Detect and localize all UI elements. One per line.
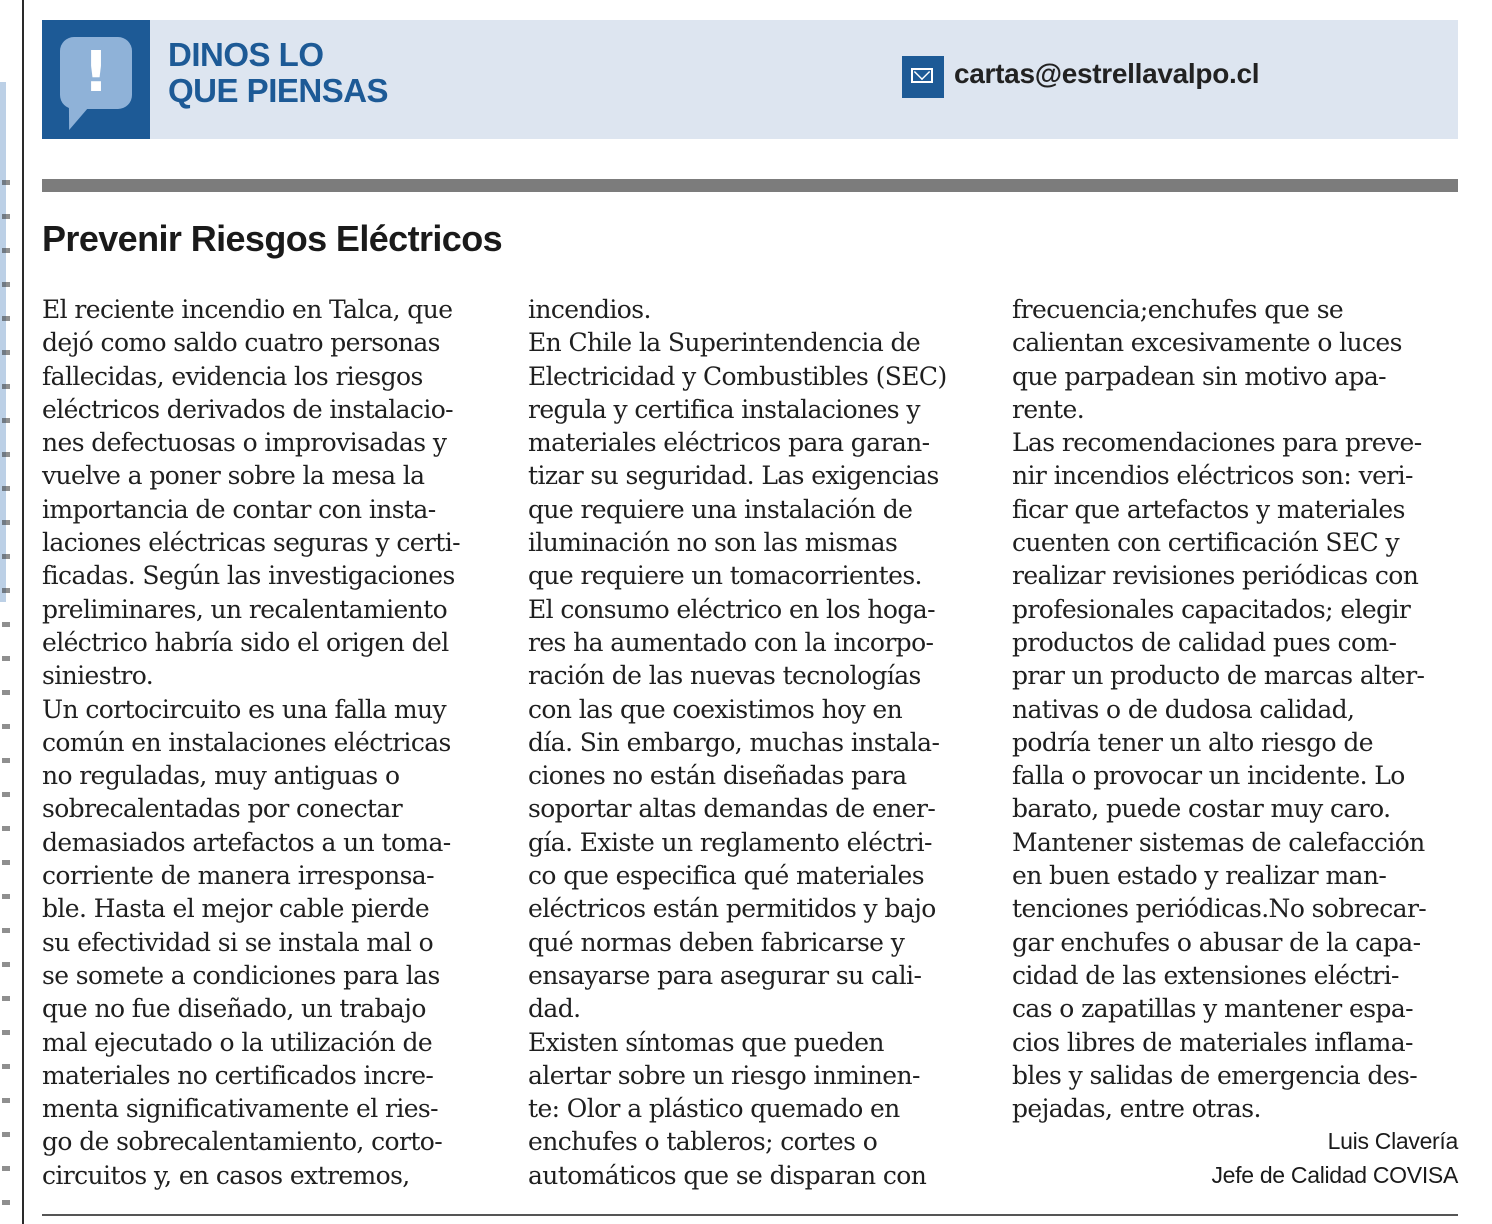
article-text-line: sobrecalentadas por conectar xyxy=(42,794,403,824)
section-title-line-1: DINOS LO xyxy=(168,36,324,73)
article-text-line: cuenten con certificación SEC y xyxy=(1012,528,1400,558)
article-text-line: alertar sobre un riesgo inminen- xyxy=(528,1060,920,1090)
article-text-line: cas o zapatillas y mantener espa- xyxy=(1012,994,1413,1024)
article-text-line: profesionales capacitados; elegir xyxy=(1012,594,1411,624)
exclamation-mark: ! xyxy=(83,40,109,105)
article-text-line: incendios. xyxy=(528,295,651,324)
article-text-line: prar un producto de marcas alter- xyxy=(1012,661,1425,691)
article-text-line: enchufes o tableros; cortes o xyxy=(528,1127,878,1157)
article-text-line: fallecidas, evidencia los riesgos xyxy=(42,361,423,391)
page-edge xyxy=(0,0,28,1224)
edge-marks xyxy=(2,180,10,1220)
article-text-line: podría tener un alto riesgo de xyxy=(1012,727,1373,757)
bottom-rule xyxy=(42,1214,1458,1216)
article-text-line: calientan excesivamente o luces xyxy=(1012,328,1402,358)
article-text-line: automáticos que se disparan con xyxy=(528,1160,927,1190)
article-text-line: vuelve a poner sobre la mesa la xyxy=(42,461,425,491)
article-text-line: menta significativamente el ries- xyxy=(42,1094,438,1124)
column-divider xyxy=(22,0,24,1224)
article-text-line: El reciente incendio en Talca, que xyxy=(42,295,453,324)
article-text-line: gía. Existe un reglamento eléctri- xyxy=(528,827,932,857)
envelope-icon xyxy=(902,56,944,98)
article-text-line: materiales no certificados incre- xyxy=(42,1060,434,1090)
article-text-line: go de sobrecalentamiento, corto- xyxy=(42,1127,443,1157)
article-text-line: que requiere un tomacorrientes. xyxy=(528,561,922,591)
article-column-2 xyxy=(528,293,988,1192)
article-text-line: productos de calidad pues com- xyxy=(1012,627,1397,657)
article-text-line: con las que coexistimos hoy en xyxy=(528,694,903,724)
article-text-line: El consumo eléctrico en los hoga- xyxy=(528,594,935,624)
article-text-line: realizar revisiones periódicas con xyxy=(1012,561,1419,591)
article-text-line: circuitos y, en casos extremos, xyxy=(42,1160,410,1190)
article-text-line: dejó como saldo cuatro personas xyxy=(42,328,440,358)
article-text-line: bles y salidas de emergencia des- xyxy=(1012,1060,1418,1090)
article-text-line: cidad de las extensiones eléctri- xyxy=(1012,960,1399,990)
article-text-line: eléctricos derivados de instalacio- xyxy=(42,394,454,424)
article-text-line: ciones no están diseñadas para xyxy=(528,761,907,791)
article-text-line: materiales eléctricos para garan- xyxy=(528,428,930,458)
contact-email[interactable]: cartas@estrellavalpo.cl xyxy=(954,58,1260,89)
article-text-line: Un cortocircuito es una falla muy xyxy=(42,694,447,724)
article-headline: Prevenir Riesgos Eléctricos xyxy=(42,218,503,259)
article-text-line: que no fue diseñado, un trabajo xyxy=(42,994,426,1024)
article-text-line: gar enchufes o abusar de la capa- xyxy=(1012,927,1421,957)
author-role: Jefe de Calidad COVISA xyxy=(1211,1162,1458,1188)
article-text-line: barato, puede costar muy caro. xyxy=(1012,794,1391,824)
article-text-line: preliminares, un recalentamiento xyxy=(42,594,448,624)
article-text-line: ración de las nuevas tecnologías xyxy=(528,661,921,691)
article-text-line: cios libres de materiales inflama- xyxy=(1012,1027,1413,1057)
article-text-line: corriente de manera irresponsa- xyxy=(42,861,434,891)
article-text-line: soportar altas demandas de ener- xyxy=(528,794,936,824)
article-text-line: En Chile la Superintendencia de xyxy=(528,328,921,358)
article-text-line: que parpadean sin motivo apa- xyxy=(1012,361,1387,391)
article-text-line: eléctricos están permitidos y bajo xyxy=(528,894,936,924)
article-text-line: laciones eléctricas seguras y certi- xyxy=(42,528,460,558)
section-divider xyxy=(42,179,1458,192)
article-text-line: co que especifica qué materiales xyxy=(528,861,924,891)
article-text-line: ble. Hasta el mejor cable pierde xyxy=(42,894,430,924)
article-text-line: siniestro. xyxy=(42,661,154,691)
article-text-line: eléctrico habría sido el origen del xyxy=(42,627,449,657)
article-text-line: nes defectuosas o improvisadas y xyxy=(42,428,447,458)
article-text-line: ficadas. Según las investigaciones xyxy=(42,561,455,591)
article-text-line: en buen estado y realizar man- xyxy=(1012,861,1387,891)
article-text-line: su efectividad si se instala mal o xyxy=(42,927,434,957)
section-banner xyxy=(42,20,1458,139)
article-text-line: Electricidad y Combustibles (SEC) xyxy=(528,361,947,391)
article-text-line: ficar que artefactos y materiales xyxy=(1012,494,1405,524)
article-text-line: rente. xyxy=(1012,394,1085,424)
article-text-line: Existen síntomas que pueden xyxy=(528,1027,884,1057)
article-text-line: tizar su seguridad. Las exigencias xyxy=(528,461,939,491)
article-text-line: falla o provocar un incidente. Lo xyxy=(1012,761,1405,791)
article-text-line: tenciones periódicas.No sobrecar- xyxy=(1012,894,1427,924)
article-text-line: demasiados artefactos a un toma- xyxy=(42,827,451,857)
article-text-line: nativas o de dudosa calidad, xyxy=(1012,694,1355,724)
article-text-line: frecuencia;enchufes que se xyxy=(1012,295,1344,324)
article-text-line: res ha aumentado con la incorpo- xyxy=(528,627,934,657)
article-column-3 xyxy=(1012,293,1462,1125)
article-signature xyxy=(1211,1124,1458,1192)
article-text-line: común en instalaciones eléctricas xyxy=(42,727,451,757)
article-text-line: se somete a condiciones para las xyxy=(42,960,440,990)
article-text-line: mal ejecutado o la utilización de xyxy=(42,1027,433,1057)
article-text-line: qué normas deben fabricarse y xyxy=(528,927,905,957)
article-text-line: que requiere una instalación de xyxy=(528,494,913,524)
article-text-line: importancia de contar con insta- xyxy=(42,494,436,524)
article-text-line: te: Olor a plástico quemado en xyxy=(528,1094,900,1124)
author-name: Luis Clavería xyxy=(1327,1128,1458,1154)
section-title xyxy=(168,37,488,109)
article-text-line: regula y certifica instalaciones y xyxy=(528,394,920,424)
article-text-line: pejadas, entre otras. xyxy=(1012,1094,1261,1124)
article-text-line: iluminación no son las mismas xyxy=(528,528,898,558)
article-text-line: nir incendios eléctricos son: veri- xyxy=(1012,461,1413,491)
article-column-1 xyxy=(42,293,502,1192)
article-text-line: día. Sin embargo, muchas instala- xyxy=(528,727,940,757)
banner-icon-box xyxy=(42,20,150,139)
article-text-line: Mantener sistemas de calefacción xyxy=(1012,827,1425,857)
article-text-line: ensayarse para asegurar su cali- xyxy=(528,960,922,990)
article-text-line: no reguladas, muy antiguas o xyxy=(42,761,400,791)
article-text-line: Las recomendaciones para preve- xyxy=(1012,428,1422,458)
section-title-line-2: QUE PIENSAS xyxy=(168,72,389,109)
article-text-line: dad. xyxy=(528,994,581,1024)
